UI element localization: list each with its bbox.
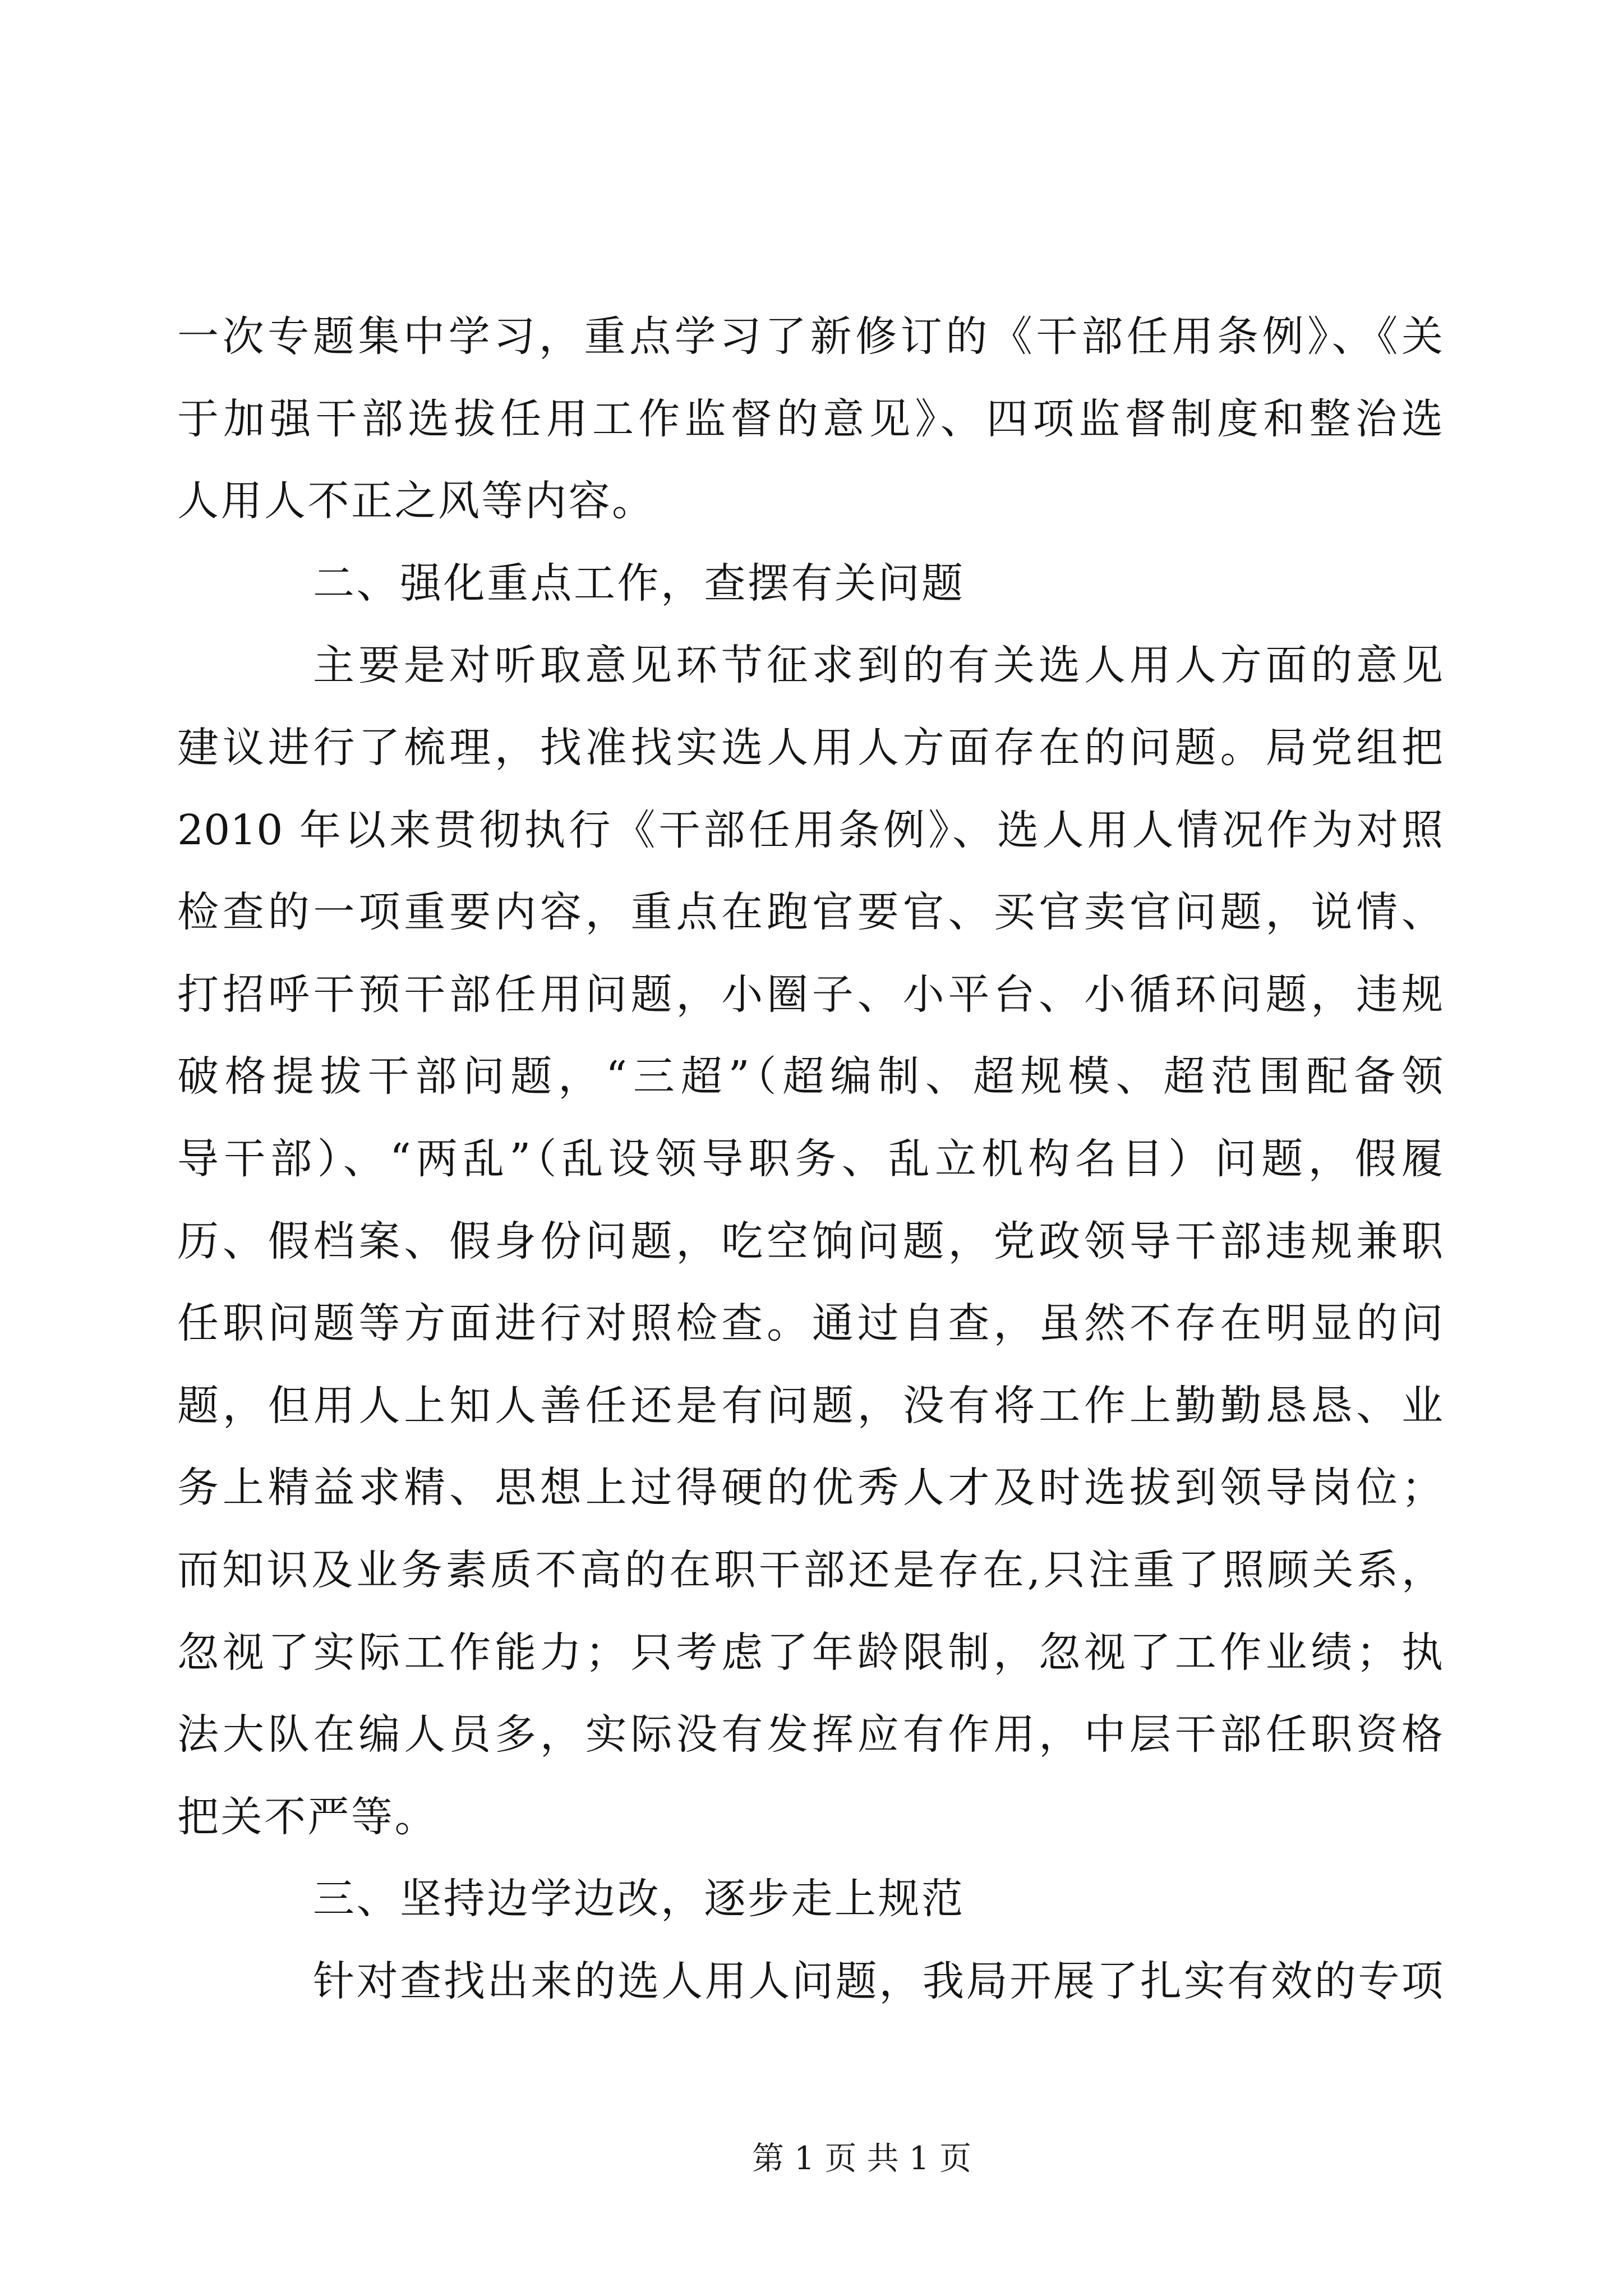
text-line: 主要是对听取意见环节征求到的有关选人用人方面的意见: [313, 641, 1443, 690]
section-heading-2: [177, 542, 1443, 625]
text-line: 而知识及业务素质不高的在职干部还是存在,只注重了照顾关系，: [177, 1545, 1443, 1594]
paragraph-continuation: [177, 296, 1443, 542]
text-line: 针对查找出来的选人用人问题，我局开展了扎实有效的专项: [313, 1957, 1443, 2005]
text-line: 法大队在编人员多，实际没有发挥应有作用，中层干部任职资格: [177, 1710, 1443, 1759]
section-heading-text: 三、坚持边学边改，逐步走上规范: [313, 1875, 965, 1924]
text-line: 任职问题等方面进行对照检查。通过自查，虽然不存在明显的问: [177, 1299, 1443, 1348]
text-line: 于加强干部选拔任用工作监督的意见》、四项监督制度和整治选: [177, 394, 1443, 443]
text-line: 务上精益求精、思想上过得硬的优秀人才及时选拔到领导岗位；: [177, 1464, 1443, 1512]
text-line: 题，但用人上知人善任还是有问题，没有将工作上勤勤恳恳、业: [177, 1381, 1443, 1430]
text-line: 导干部）、“两乱”（乱设领导职务、乱立机构名目）问题，假履: [177, 1134, 1443, 1183]
paragraph-section-2: [177, 624, 1443, 1858]
paragraph-section-3: [177, 1940, 1443, 2023]
document-body: [177, 296, 1443, 2022]
text-line: 2010 年以来贯彻执行《干部任用条例》、选人用人情况作为对照: [177, 806, 1443, 854]
text-line: 人用人不正之风等内容。: [177, 477, 656, 526]
text-line: 历、假档案、假身份问题，吃空饷问题，党政领导干部违规兼职: [177, 1217, 1443, 1266]
text-line: 忽视了实际工作能力；只考虑了年龄限制，忽视了工作业绩；执: [177, 1628, 1443, 1677]
text-line: 把关不严等。: [177, 1792, 438, 1841]
text-line: 建议进行了梳理，找准找实选人用人方面存在的问题。局党组把: [177, 723, 1443, 772]
text-line: 一次专题集中学习，重点学习了新修订的《干部任用条例》、《关: [177, 312, 1443, 361]
text-line: 检查的一项重要内容，重点在跑官要官、买官卖官问题，说情、: [177, 888, 1443, 937]
section-heading-3: [177, 1858, 1443, 1940]
text-line: 打招呼干预干部任用问题，小圈子、小平台、小循环问题，违规: [177, 970, 1443, 1019]
text-line: 破格提拔干部问题，“三超”（超编制、超规模、超范围配备领: [177, 1052, 1443, 1101]
section-heading-text: 二、强化重点工作，查摆有关问题: [313, 559, 965, 608]
page-number-footer: 第 1 页 共 1 页: [752, 2140, 972, 2177]
